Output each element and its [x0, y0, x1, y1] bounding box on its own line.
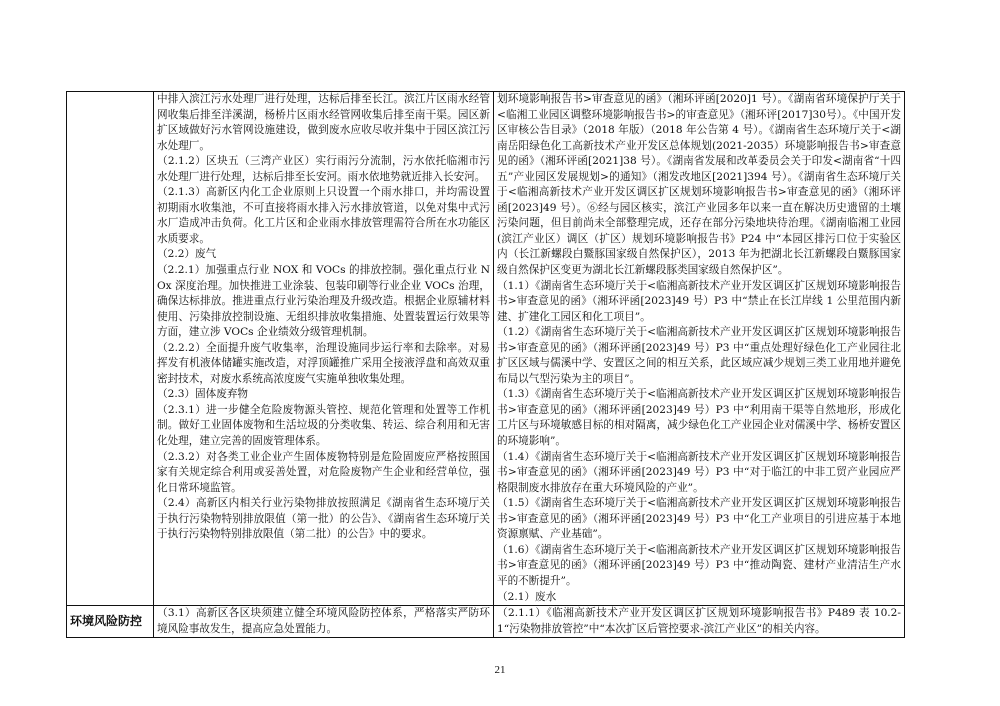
- requirement-paragraph: （2.4）高新区内相关行业污染物排放按照满足《湖南省生态环境厅关于执行污染物特别排放限值（第一批）的公告》、《湖南省生态环境厅关于执行污染物特别排放限值（第二批）的公告》中的要求。: [157, 497, 490, 541]
- basis-paragraph: （1.1）《湖南省生态环境厅关于<临湘高新技术产业开发区调区扩区规划环境影响报告书>审查意见的函》（湘环评函[2023]49 号）P3 中“禁止在长江岸线 1 公里范围内新建、扩建化工园区和化工项目”。: [497, 279, 901, 323]
- page-number: 21: [494, 664, 506, 676]
- risk-control-requirement: （3.1）高新区各区块须建立健全环境风险防控体系，严格落实严防环境风险事故发生，提高应急处置能力。: [154, 606, 494, 638]
- requirements-cell: [154, 92, 494, 606]
- risk-control-label: 环境风险防控: [67, 606, 154, 638]
- requirement-paragraph: （2.1.3）高新区内化工企业原则上只设置一个雨水排口，并均需设置初期雨水收集池，不可直接将雨水排入污水排放管道，以免对集中式污水厂造成冲击负荷。化工片区和企业雨水排放管理需符合所在水功能区水质要求。: [157, 186, 490, 245]
- requirement-heading: （2.3）固体废弃物: [157, 388, 249, 401]
- requirement-paragraph: （2.1.2）区块五（三湾产业区）实行雨污分流制，污水依托临湘市污水处理厂进行处理，达标后排至长安河。雨水依地势就近排入长安河。: [157, 155, 490, 183]
- basis-paragraph: （1.3）《湖南省生态环境厅关于<临湘高新技术产业开发区调区扩区规划环境影响报告书>审查意见的函》（湘环评函[2023]49 号）P3 中“利用南干渠等自然地形，形成化工片区与环境敏感目标的相对隔离，减少绿色化工产业园企业对儒溪中学、杨桥安置区的环境影响”。: [497, 388, 901, 448]
- requirement-paragraph: （2.2.1）加强重点行业 NOX 和 VOCs 的排放控制。强化重点行业 NOx 深度治理。加快推进工业涂装、包装印刷等行业企业 VOCs 治理，确保达标排放。推进重点行业污染治理及升级改造。根据企业原辅材料使用、污染排放控制设施、无组织排放收集措施、处置装置运行效果等方面，建立涉 VOCs 企业绩效分级管理机制。: [157, 264, 490, 339]
- requirement-paragraph: （2.3.2）对各类工业企业产生固体废物特别是危险固废应严格按照国家有关规定综合利用或妥善处置，对危险废物产生企业和经营单位，强化日常环境监管。: [157, 450, 490, 494]
- risk-control-basis: （2.1.1）《临湘高新技术产业开发区调区扩区规划环境影响报告书》P489 表 10.2-1“污染物排放管控”中“本次扩区后管控要求-滨江产业区”的相关内容。: [494, 606, 905, 638]
- requirement-paragraph: （2.3.1）进一步健全危险废物源头管控、规范化管理和处置等工作机制。做好工业固体废物和生活垃圾的分类收集、转运、综合利用和无害化处理，建立完善的固废管理体系。: [157, 403, 490, 448]
- basis-paragraph: 划环境影响报告书>审查意见的函》（湘环评函[2020]1 号）。《湖南省环境保护厅关于<临湘工业园区调整环境影响报告书>的审查意见》（湘环评[2017]30号）。《中国开发区审核公告目录》（2018 年版）（2018 年公告第 4 号）。《湖南省生态环境厅关于<湖南岳阳绿色化工高新技术产业开发区总体规划(2021-2035）环境影响报告书>审查意见的函》（湘环评函[2021]38 号）。《湖南省发展和改革委员会关于印发<湖南省“十四五”产业园区发展规划>的通知》（湘发改地区[2021]394 号）。《湖南省生态环境厅关于<临湘高新技术产业开发区调区扩区规划环境影响报告书>审查意见的函》（湘环评函[2023]49 号）。⑥经与园区核实，滨江产业园多年以来一直在解决历史遗留的土壤污染问题，但目前尚未全部整理完成，还存在部分污染地块待治理。《湖南临湘工业园(滨江产业区）调区（扩区）规划环境影响报告书》P24 中“本园区排污口位于实验区内（长江新螺段白鱀豚国家级自然保护区），2013 年为把湖北长江新螺段白鱀豚国家级自然保护区变更为湖北长江新螺段豚类国家级自然保护区”。: [497, 93, 901, 277]
- basis-paragraph: （1.5）《湖南省生态环境厅关于<临湘高新技术产业开发区调区扩区规划环境影响报告书>审查意见的函》（湘环评函[2023]49 号）P3 中“化工产业项目的引进应基于本地资源禀赋、产业基础”。: [497, 497, 901, 541]
- requirement-heading: （2.2）废气: [157, 248, 217, 261]
- basis-paragraph: （1.2）《湖南省生态环境厅关于<临湘高新技术产业开发区调区扩区规划环境影响报告书>审查意见的函》（湘环评函[2023]49 号）P3 中“重点处理好绿色化工产业园往北扩区区域与儒溪中学、安置区之间的相互关系，此区域应减少规划三类工业用地并避免布局以气型污染为主的项目”。: [497, 326, 901, 385]
- basis-heading: （2.1）废水: [497, 590, 557, 603]
- requirement-paragraph: （2.2.2）全面提升废气收集率，治理设施同步运行率和去除率。对易挥发有机液体储罐实施改造，对浮顶罐推广采用全接液浮盘和高效双重密封技术，对废水系统高浓度废气实施单独收集处理。: [157, 341, 490, 385]
- row-label-cell-empty: [67, 92, 154, 606]
- table-row: [67, 92, 905, 606]
- basis-cell: [494, 92, 905, 606]
- basis-paragraph: （1.6）《湖南省生态环境厅关于<临湘高新技术产业开发区调区扩区规划环境影响报告书>审查意见的函》（湘环评函[2023]49 号）P3 中“推动陶瓷、建材产业清洁生产水平的不断提升”。: [497, 543, 901, 587]
- basis-paragraph: （1.4）《湖南省生态环境厅关于<临湘高新技术产业开发区调区扩区规划环境影响报告书>审查意见的函》（湘环评函[2023]49 号）P3 中“对于临江的中非工贸产业园应严格限制废水排放存在重大环境风险的产业”。: [497, 450, 901, 494]
- requirement-paragraph: 中排入滨江污水处理厂进行处理，达标后排至长江。滨江片区雨水经管网收集后排至洋溪湖，杨桥片区雨水经管网收集后排至南干渠。园区新扩区域做好污水管网设施建设，做到废水应收尽收并集中于园区滨江污水处理厂。: [157, 93, 490, 152]
- table-row: [67, 606, 905, 638]
- regulation-table: [66, 91, 905, 638]
